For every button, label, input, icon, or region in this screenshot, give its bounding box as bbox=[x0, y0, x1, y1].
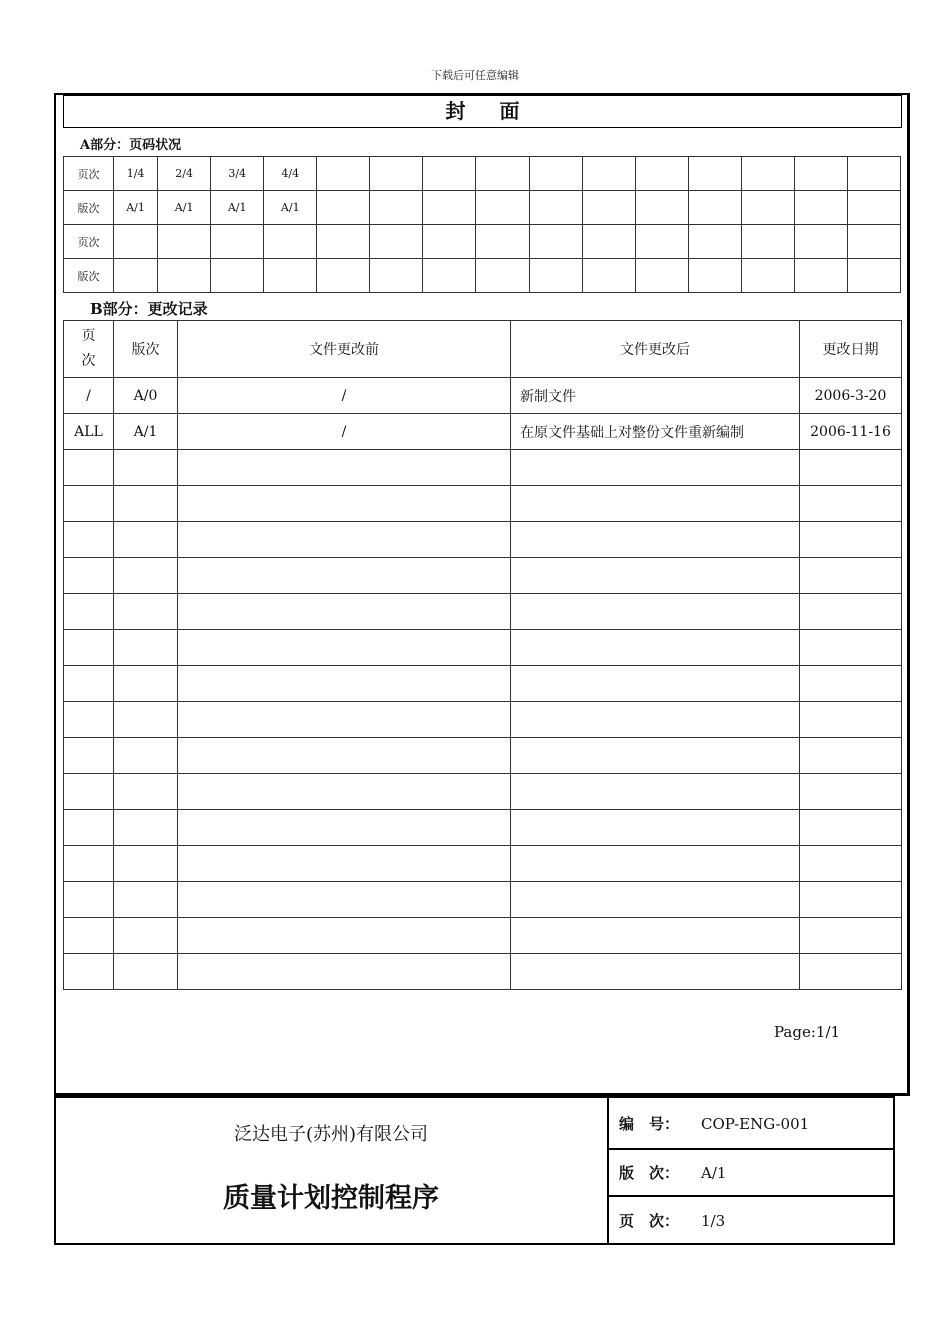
footer-row-version bbox=[608, 1149, 894, 1196]
page-status-cell bbox=[114, 225, 158, 259]
change-record-row bbox=[64, 882, 902, 918]
page-status-cell bbox=[423, 157, 476, 191]
record-date-cell bbox=[800, 846, 902, 882]
page-status-cell bbox=[688, 191, 741, 225]
record-date-cell bbox=[800, 630, 902, 666]
page-status-cell bbox=[635, 157, 688, 191]
change-record-header-row bbox=[64, 321, 902, 378]
page-status-cell bbox=[529, 225, 582, 259]
record-after-cell bbox=[511, 810, 800, 846]
page-status-cell bbox=[582, 225, 635, 259]
change-record-row bbox=[64, 738, 902, 774]
record-page-cell bbox=[64, 774, 114, 810]
page-status-cell bbox=[529, 259, 582, 293]
change-record-row bbox=[64, 666, 902, 702]
page-status-cell: A/1 bbox=[114, 191, 158, 225]
record-page-cell: ALL bbox=[64, 414, 114, 450]
header-date: 更改日期 bbox=[800, 321, 902, 378]
record-before-cell bbox=[178, 774, 511, 810]
record-before-cell bbox=[178, 486, 511, 522]
page-status-row bbox=[64, 225, 901, 259]
page-status-cell: 4/4 bbox=[264, 157, 317, 191]
page-status-row-label: 版次 bbox=[64, 191, 114, 225]
record-page-cell bbox=[64, 954, 114, 990]
record-page-cell bbox=[64, 702, 114, 738]
page-status-cell bbox=[847, 259, 900, 293]
record-after-cell bbox=[511, 954, 800, 990]
page-status-cell bbox=[264, 225, 317, 259]
header-page-label: 页次 bbox=[81, 328, 96, 369]
header-before: 文件更改前 bbox=[178, 321, 511, 378]
record-before-cell: / bbox=[178, 414, 511, 450]
page-status-cell bbox=[688, 157, 741, 191]
record-version-cell bbox=[114, 630, 178, 666]
page-status-cell bbox=[317, 191, 370, 225]
footer-row-number bbox=[608, 1097, 894, 1149]
record-date-cell bbox=[800, 774, 902, 810]
change-record-row bbox=[64, 558, 902, 594]
change-record-row bbox=[64, 486, 902, 522]
page-status-cell bbox=[317, 157, 370, 191]
page-status-row-label: 页次 bbox=[64, 225, 114, 259]
change-record-row bbox=[64, 630, 902, 666]
record-version-cell bbox=[114, 450, 178, 486]
record-after-cell bbox=[511, 918, 800, 954]
page-status-cell bbox=[476, 259, 529, 293]
record-after-cell bbox=[511, 702, 800, 738]
page-label: 页 次： bbox=[619, 1211, 680, 1230]
record-version-cell bbox=[114, 882, 178, 918]
page-status-cell bbox=[688, 259, 741, 293]
page-value: 1/3 bbox=[701, 1211, 726, 1230]
record-page-cell bbox=[64, 594, 114, 630]
change-record-table bbox=[63, 320, 902, 990]
footer-row-page bbox=[608, 1196, 894, 1244]
page-status-row-label: 页次 bbox=[64, 157, 114, 191]
record-after-cell bbox=[511, 522, 800, 558]
page-status-cell bbox=[423, 259, 476, 293]
cover-title: 封面 bbox=[63, 95, 902, 128]
page-status-table bbox=[63, 156, 901, 293]
record-after-cell bbox=[511, 594, 800, 630]
page-status-cell: A/1 bbox=[211, 191, 264, 225]
page-status-cell bbox=[211, 225, 264, 259]
record-after-cell bbox=[511, 882, 800, 918]
page-status-cell bbox=[423, 191, 476, 225]
record-before-cell bbox=[178, 594, 511, 630]
record-before-cell bbox=[178, 882, 511, 918]
change-record-row bbox=[64, 846, 902, 882]
record-page-cell: / bbox=[64, 378, 114, 414]
record-after-cell bbox=[511, 558, 800, 594]
page-status-cell bbox=[741, 157, 794, 191]
page-status-row-label: 版次 bbox=[64, 259, 114, 293]
record-before-cell bbox=[178, 630, 511, 666]
page-status-cell bbox=[529, 191, 582, 225]
record-before-cell bbox=[178, 558, 511, 594]
version-label: 版 次： bbox=[619, 1164, 680, 1182]
record-after-cell: 在原文件基础上对整份文件重新编制 bbox=[511, 414, 800, 450]
record-date-cell bbox=[800, 882, 902, 918]
page-status-cell: 3/4 bbox=[211, 157, 264, 191]
page-status-cell bbox=[476, 157, 529, 191]
page-status-cell bbox=[794, 225, 847, 259]
record-page-cell bbox=[64, 666, 114, 702]
record-date-cell: 2006-11-16 bbox=[800, 414, 902, 450]
page-status-cell bbox=[741, 225, 794, 259]
section-b-label: B部分：更改记录 bbox=[90, 300, 208, 318]
page-status-cell bbox=[688, 225, 741, 259]
section-a-label: A部分：页码状况 bbox=[80, 138, 182, 153]
record-before-cell bbox=[178, 450, 511, 486]
record-page-cell bbox=[64, 738, 114, 774]
page-status-cell bbox=[370, 225, 423, 259]
company-name: 泛达电子(苏州)有限公司 bbox=[233, 1124, 429, 1145]
record-date-cell: 2006-3-20 bbox=[800, 378, 902, 414]
page-status-row bbox=[64, 157, 901, 191]
record-before-cell bbox=[178, 918, 511, 954]
page-status-cell bbox=[741, 259, 794, 293]
page-status-cell bbox=[264, 259, 317, 293]
doc-number-value: COP-ENG-001 bbox=[701, 1114, 810, 1133]
record-date-cell bbox=[800, 954, 902, 990]
record-after-cell bbox=[511, 450, 800, 486]
page-status-cell bbox=[370, 259, 423, 293]
header-version: 版次 bbox=[114, 321, 178, 378]
page-status-cell bbox=[582, 191, 635, 225]
page-status-row bbox=[64, 259, 901, 293]
record-before-cell bbox=[178, 738, 511, 774]
page-status-row bbox=[64, 191, 901, 225]
page-status-cell bbox=[635, 259, 688, 293]
page-status-cell bbox=[582, 157, 635, 191]
page-status-cell bbox=[635, 191, 688, 225]
page-number: Page:1/1 bbox=[774, 1023, 841, 1041]
record-version-cell bbox=[114, 666, 178, 702]
page-status-cell bbox=[423, 225, 476, 259]
page-status-cell: A/1 bbox=[158, 191, 211, 225]
record-version-cell bbox=[114, 810, 178, 846]
record-after-cell bbox=[511, 630, 800, 666]
record-version-cell: A/1 bbox=[114, 414, 178, 450]
page-status-cell bbox=[582, 259, 635, 293]
page-status-cell bbox=[476, 225, 529, 259]
doc-number-label: 编 号： bbox=[619, 1114, 680, 1133]
record-date-cell bbox=[800, 594, 902, 630]
record-date-cell bbox=[800, 450, 902, 486]
page-status-cell: 1/4 bbox=[114, 157, 158, 191]
record-before-cell: / bbox=[178, 378, 511, 414]
record-page-cell bbox=[64, 486, 114, 522]
change-record-row bbox=[64, 954, 902, 990]
page-status-cell bbox=[635, 225, 688, 259]
record-before-cell bbox=[178, 522, 511, 558]
record-before-cell bbox=[178, 702, 511, 738]
record-after-cell bbox=[511, 738, 800, 774]
page-status-cell bbox=[847, 225, 900, 259]
change-record-row bbox=[64, 810, 902, 846]
record-before-cell bbox=[178, 810, 511, 846]
record-date-cell bbox=[800, 810, 902, 846]
record-page-cell bbox=[64, 810, 114, 846]
record-page-cell bbox=[64, 918, 114, 954]
record-version-cell bbox=[114, 486, 178, 522]
record-version-cell bbox=[114, 522, 178, 558]
page-status-cell bbox=[370, 157, 423, 191]
change-record-row bbox=[64, 522, 902, 558]
page-status-cell bbox=[529, 157, 582, 191]
document-title: 质量计划控制程序 bbox=[223, 1183, 439, 1214]
page-status-cell bbox=[317, 225, 370, 259]
record-page-cell bbox=[64, 450, 114, 486]
page-status-cell bbox=[476, 191, 529, 225]
record-version-cell bbox=[114, 702, 178, 738]
page-status-cell: A/1 bbox=[264, 191, 317, 225]
change-record-row bbox=[64, 414, 902, 450]
page-status-cell bbox=[370, 191, 423, 225]
change-record-row bbox=[64, 450, 902, 486]
watermark-text: 下载后可任意编辑 bbox=[431, 69, 519, 82]
page-status-cell bbox=[794, 157, 847, 191]
record-version-cell bbox=[114, 954, 178, 990]
record-after-cell bbox=[511, 486, 800, 522]
record-version-cell bbox=[114, 774, 178, 810]
page-status-cell bbox=[114, 259, 158, 293]
record-after-cell: 新制文件 bbox=[511, 378, 800, 414]
page-status-cell bbox=[158, 225, 211, 259]
change-record-row bbox=[64, 378, 902, 414]
record-page-cell bbox=[64, 882, 114, 918]
record-version-cell bbox=[114, 558, 178, 594]
record-version-cell bbox=[114, 594, 178, 630]
record-date-cell bbox=[800, 738, 902, 774]
record-after-cell bbox=[511, 666, 800, 702]
page-status-cell bbox=[794, 259, 847, 293]
record-version-cell bbox=[114, 918, 178, 954]
record-before-cell bbox=[178, 846, 511, 882]
footer-info-table bbox=[607, 1096, 895, 1245]
record-page-cell bbox=[64, 846, 114, 882]
record-page-cell bbox=[64, 630, 114, 666]
header-page bbox=[64, 321, 114, 378]
change-record-row bbox=[64, 594, 902, 630]
record-date-cell bbox=[800, 522, 902, 558]
page-status-cell bbox=[317, 259, 370, 293]
record-after-cell bbox=[511, 846, 800, 882]
record-date-cell bbox=[800, 702, 902, 738]
change-record-row bbox=[64, 702, 902, 738]
record-date-cell bbox=[800, 558, 902, 594]
header-after: 文件更改后 bbox=[511, 321, 800, 378]
page-status-cell: 2/4 bbox=[158, 157, 211, 191]
change-record-row bbox=[64, 918, 902, 954]
record-version-cell bbox=[114, 738, 178, 774]
page-status-cell bbox=[794, 191, 847, 225]
record-version-cell: A/0 bbox=[114, 378, 178, 414]
record-page-cell bbox=[64, 558, 114, 594]
page-status-cell bbox=[158, 259, 211, 293]
record-version-cell bbox=[114, 846, 178, 882]
change-record-row bbox=[64, 774, 902, 810]
page-status-cell bbox=[741, 191, 794, 225]
record-date-cell bbox=[800, 666, 902, 702]
page-status-cell bbox=[847, 157, 900, 191]
record-page-cell bbox=[64, 522, 114, 558]
record-date-cell bbox=[800, 486, 902, 522]
record-after-cell bbox=[511, 774, 800, 810]
record-before-cell bbox=[178, 666, 511, 702]
version-value: A/1 bbox=[701, 1164, 727, 1182]
record-before-cell bbox=[178, 954, 511, 990]
page-status-cell bbox=[847, 191, 900, 225]
page-status-cell bbox=[211, 259, 264, 293]
record-date-cell bbox=[800, 918, 902, 954]
